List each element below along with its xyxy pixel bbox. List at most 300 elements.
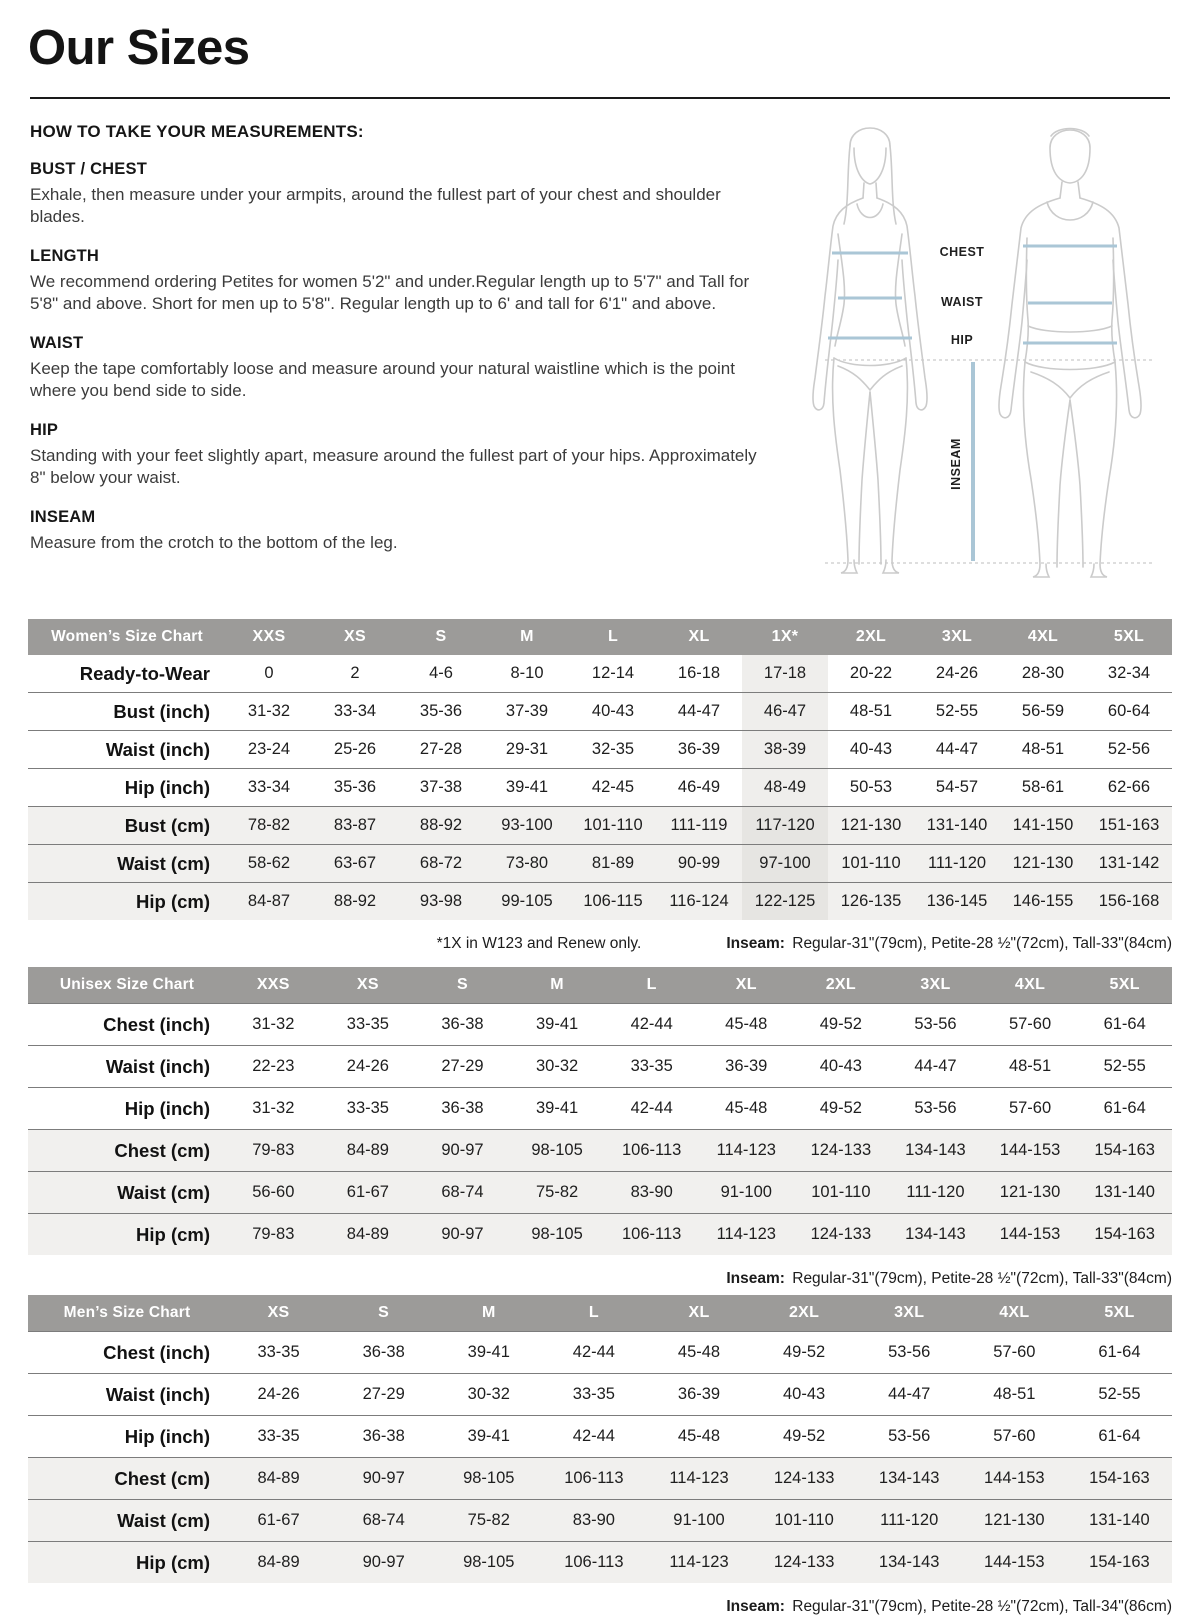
size-cell: 42-45: [570, 768, 656, 806]
row-label: Chest (inch): [28, 1331, 226, 1373]
size-cell: 121-130: [962, 1499, 1067, 1541]
size-cell: 4-6: [429, 664, 453, 682]
size-cell: 144-153: [962, 1541, 1067, 1583]
size-cell: 101-110: [570, 806, 656, 844]
table-row: [28, 692, 1172, 730]
size-cell: 81-89: [570, 844, 656, 882]
size-cell: 63-67: [312, 844, 398, 882]
size-cell: 111-119: [656, 806, 742, 844]
size-cell: 31-32: [226, 1003, 321, 1045]
column-header: 5XL: [1086, 619, 1172, 655]
size-cell: 121-130: [1000, 844, 1086, 882]
row-label: Waist (cm): [28, 844, 226, 882]
row-label: Ready-to-Wear: [79, 662, 210, 684]
inseam-note-label: Inseam:: [726, 1270, 785, 1287]
size-cell: 61-67: [321, 1171, 416, 1213]
column-header: XL: [699, 967, 794, 1003]
size-cell: 49-52: [752, 1415, 857, 1457]
size-cell: 24-26: [935, 664, 979, 682]
size-cell: 42-44: [541, 1415, 646, 1457]
column-header: M: [484, 619, 570, 655]
instruction-title: WAIST: [30, 333, 84, 352]
size-cell: 36-39: [646, 1373, 751, 1415]
column-header: S: [331, 1295, 436, 1331]
size-cell: 79-83: [226, 1129, 321, 1171]
size-cell: 124-133: [752, 1457, 857, 1499]
unisex-size-chart-section: [28, 967, 1172, 1288]
female-figure-icon: [813, 128, 927, 573]
size-cell: 114-123: [646, 1457, 751, 1499]
size-cell: 84-89: [226, 1541, 331, 1583]
size-cell: 111-120: [914, 844, 1000, 882]
instruction-title: BUST / CHEST: [30, 160, 147, 178]
column-header: XXS: [226, 967, 321, 1003]
size-cell: 146-155: [1000, 882, 1086, 920]
size-cell: 62-66: [1086, 768, 1172, 806]
size-cell: 31-32: [226, 692, 312, 730]
column-header: S: [398, 619, 484, 655]
instruction-text: We recommend ordering Petites for women 5'2" and under.Regular length up to 5'7" and Tall for 5'8" and above. Short for men up to 5'8". Regular length up to 6' and tall for 6'1" and above.: [30, 271, 750, 314]
table-row: [28, 1129, 1172, 1171]
column-header: XS: [312, 619, 398, 655]
size-cell: 68-74: [415, 1171, 510, 1213]
size-cell: 111-120: [857, 1499, 962, 1541]
size-cell: 156-168: [1086, 882, 1172, 920]
row-label: Hip (cm): [28, 882, 226, 920]
table-header-row: [28, 1295, 1172, 1331]
inseam-note: [726, 1598, 1172, 1616]
size-cell: 131-140: [1067, 1499, 1172, 1541]
size-cell: 32-35: [570, 730, 656, 768]
size-cell: 33-35: [541, 1373, 646, 1415]
size-cell: 30-32: [510, 1045, 605, 1087]
size-cell: 23-24: [226, 730, 312, 768]
table-row: [28, 1213, 1172, 1255]
size-cell: 33-34: [312, 692, 398, 730]
size-cell: 88-92: [398, 806, 484, 844]
instruction-title: HIP: [30, 420, 59, 439]
column-header: L: [570, 619, 656, 655]
size-cell: 49-52: [794, 1087, 889, 1129]
size-cell: 134-143: [888, 1213, 983, 1255]
measurement-diagram-illustration: [780, 112, 1180, 590]
measurement-instructions: [30, 122, 774, 554]
title-divider: [30, 97, 1170, 99]
size-cell: 114-123: [699, 1213, 794, 1255]
column-header: 2XL: [794, 967, 889, 1003]
size-cell: 33-34: [226, 768, 312, 806]
size-cell: 45-48: [699, 1087, 794, 1129]
row-label: Chest (inch): [28, 1003, 226, 1045]
size-cell: 106-113: [604, 1129, 699, 1171]
column-header: 4XL: [1000, 619, 1086, 655]
table-row: [28, 1457, 1172, 1499]
instruction-text: Measure from the crotch to the bottom of the leg.: [30, 532, 398, 552]
row-label: Waist (inch): [28, 730, 226, 768]
column-header: 3XL: [857, 1295, 962, 1331]
size-cell: 131-142: [1086, 844, 1172, 882]
instructions-heading: HOW TO TAKE YOUR MEASUREMENTS:: [30, 122, 364, 141]
size-cell: 37-39: [484, 692, 570, 730]
size-cell: 117-120: [742, 806, 828, 844]
row-label: Hip (inch): [28, 1415, 226, 1457]
size-cell: 49-52: [794, 1003, 889, 1045]
size-cell: 61-64: [1067, 1415, 1172, 1457]
size-cell: 2: [350, 664, 360, 682]
row-label: Waist (inch): [28, 1373, 226, 1415]
size-cell: 46-47: [742, 692, 828, 730]
size-cell: 75-82: [436, 1499, 541, 1541]
size-cell: 44-47: [857, 1373, 962, 1415]
size-cell: 36-38: [331, 1415, 436, 1457]
size-cell: 93-100: [484, 806, 570, 844]
size-cell: 56-59: [1000, 692, 1086, 730]
table-row: [28, 655, 1172, 692]
table-row: [28, 882, 1172, 920]
size-table-womens: [28, 619, 1172, 920]
size-cell: 121-130: [828, 806, 914, 844]
row-label: Chest (cm): [28, 1457, 226, 1499]
size-cell: 53-56: [888, 1087, 983, 1129]
size-table-mens: [28, 1295, 1172, 1583]
size-table-unisex: [28, 967, 1172, 1255]
size-cell: 36-39: [699, 1045, 794, 1087]
size-cell: 73-80: [484, 844, 570, 882]
mens-size-chart-section: [28, 1295, 1172, 1616]
size-cell: 144-153: [983, 1213, 1078, 1255]
size-cell: 46-49: [656, 768, 742, 806]
size-cell: 83-87: [312, 806, 398, 844]
table-row: [28, 1045, 1172, 1087]
size-cell: 48-49: [742, 768, 828, 806]
male-figure-icon: [999, 129, 1141, 578]
size-cell: 36-38: [331, 1331, 436, 1373]
size-cell: 33-35: [226, 1415, 331, 1457]
size-cell: 99-105: [484, 882, 570, 920]
size-cell: 39-41: [484, 768, 570, 806]
size-cell: 0: [264, 664, 274, 682]
column-header: 3XL: [888, 967, 983, 1003]
size-cell: 134-143: [888, 1129, 983, 1171]
size-cell: 42-44: [604, 1003, 699, 1045]
size-cell: 106-115: [570, 882, 656, 920]
hip-diagram-label: HIP: [950, 333, 974, 347]
inseam-note-label: Inseam:: [726, 1598, 785, 1615]
table-header-row: [28, 619, 1172, 655]
size-cell: 27-28: [398, 730, 484, 768]
size-cell: 31-32: [226, 1087, 321, 1129]
size-cell: 50-53: [828, 768, 914, 806]
size-cell: 144-153: [983, 1129, 1078, 1171]
column-header: XXS: [226, 619, 312, 655]
row-label: Hip (cm): [28, 1213, 226, 1255]
table-row: [28, 1331, 1172, 1373]
size-cell: 60-64: [1086, 692, 1172, 730]
size-cell: 48-51: [962, 1373, 1067, 1415]
size-cell: 84-89: [321, 1213, 416, 1255]
size-cell: 121-130: [983, 1171, 1078, 1213]
size-cell: 126-135: [828, 882, 914, 920]
table-footnotes: [28, 935, 1172, 953]
size-cell: 49-52: [752, 1331, 857, 1373]
size-cell: 54-57: [914, 768, 1000, 806]
size-cell: 27-29: [415, 1045, 510, 1087]
inseam-note: [726, 935, 1172, 953]
size-cell: 45-48: [699, 1003, 794, 1045]
size-cell: 83-90: [541, 1499, 646, 1541]
size-cell: 20-22: [849, 664, 893, 682]
size-cell: 8-10: [510, 664, 544, 682]
column-header: 2XL: [752, 1295, 857, 1331]
table-footnotes: [28, 1270, 1172, 1288]
size-cell: 27-29: [331, 1373, 436, 1415]
footnote-1x: *1X in W123 and Renew only.: [436, 935, 642, 952]
size-cell: 33-35: [321, 1087, 416, 1129]
size-cell: 36-38: [415, 1087, 510, 1129]
size-cell: 61-64: [1077, 1087, 1172, 1129]
size-cell: 52-55: [1067, 1373, 1172, 1415]
column-header: 4XL: [983, 967, 1078, 1003]
size-cell: 111-120: [888, 1171, 983, 1213]
size-cell: 93-98: [398, 882, 484, 920]
size-cell: 134-143: [857, 1457, 962, 1499]
size-cell: 90-97: [331, 1541, 436, 1583]
size-cell: 106-113: [541, 1541, 646, 1583]
size-cell: 48-51: [1000, 730, 1086, 768]
size-cell: 124-133: [794, 1213, 889, 1255]
page-title: Our Sizes: [28, 21, 250, 75]
size-cell: 58-62: [226, 844, 312, 882]
size-cell: 97-100: [742, 844, 828, 882]
instruction-text: Standing with your feet slightly apart, measure around the fullest part of your hips. Approximately 8" below your waist.: [30, 445, 757, 488]
size-cell: 68-74: [331, 1499, 436, 1541]
column-header: L: [541, 1295, 646, 1331]
instruction-title: LENGTH: [30, 246, 100, 265]
size-cell: 88-92: [312, 882, 398, 920]
row-label: Waist (inch): [28, 1045, 226, 1087]
row-label: Hip (inch): [28, 1087, 226, 1129]
size-cell: 52-55: [1077, 1045, 1172, 1087]
size-cell: 48-51: [983, 1045, 1078, 1087]
size-cell: 61-67: [226, 1499, 331, 1541]
size-cell: 44-47: [888, 1045, 983, 1087]
size-cell: 40-43: [828, 730, 914, 768]
size-cell: 114-123: [699, 1129, 794, 1171]
column-header: S: [415, 967, 510, 1003]
size-cell: 16-18: [677, 664, 721, 682]
size-cell: 57-60: [962, 1415, 1067, 1457]
row-label: Bust (inch): [28, 692, 226, 730]
size-cell: 35-36: [398, 692, 484, 730]
size-cell: 68-72: [398, 844, 484, 882]
column-header: XL: [656, 619, 742, 655]
table-row: [28, 1087, 1172, 1129]
size-cell: 39-41: [436, 1415, 541, 1457]
size-cell: 134-143: [857, 1541, 962, 1583]
size-cell: 40-43: [794, 1045, 889, 1087]
inseam-note-label: Inseam:: [726, 935, 785, 952]
size-cell: 38-39: [742, 730, 828, 768]
size-cell: 114-123: [646, 1541, 751, 1583]
size-cell: 36-39: [656, 730, 742, 768]
size-cell: 24-26: [226, 1373, 331, 1415]
size-cell: 124-133: [752, 1541, 857, 1583]
size-cell: 154-163: [1077, 1213, 1172, 1255]
instruction-text: Exhale, then measure under your armpits, around the fullest part of your chest and shoulder blades.: [30, 185, 721, 227]
table-row: [28, 1499, 1172, 1541]
size-cell: 39-41: [510, 1003, 605, 1045]
size-cell: 122-125: [742, 882, 828, 920]
size-cell: 154-163: [1067, 1457, 1172, 1499]
size-cell: 35-36: [312, 768, 398, 806]
column-header: 4XL: [962, 1295, 1067, 1331]
size-cell: 83-90: [604, 1171, 699, 1213]
size-cell: 57-60: [962, 1331, 1067, 1373]
inseam-note: [726, 1270, 1172, 1288]
table-row: [28, 1171, 1172, 1213]
size-cell: 144-153: [962, 1457, 1067, 1499]
size-cell: 90-97: [415, 1213, 510, 1255]
size-cell: 78-82: [226, 806, 312, 844]
instruction-title: INSEAM: [30, 507, 96, 526]
size-cell: 61-64: [1067, 1331, 1172, 1373]
table-row: [28, 1373, 1172, 1415]
instruction-section: [30, 421, 774, 490]
size-cell: 40-43: [752, 1373, 857, 1415]
size-cell: 141-150: [1000, 806, 1086, 844]
instruction-section: [30, 160, 774, 229]
size-cell: 44-47: [656, 692, 742, 730]
row-label: Bust (cm): [28, 806, 226, 844]
table-title: Men’s Size Chart: [28, 1295, 226, 1331]
size-cell: 53-56: [857, 1331, 962, 1373]
size-cell: 154-163: [1077, 1129, 1172, 1171]
table-row: [28, 844, 1172, 882]
size-cell: 39-41: [436, 1331, 541, 1373]
table-row: [28, 806, 1172, 844]
size-cell: 56-60: [226, 1171, 321, 1213]
table-row: [28, 1415, 1172, 1457]
size-cell: 84-89: [226, 1457, 331, 1499]
size-cell: 151-163: [1086, 806, 1172, 844]
size-cell: 45-48: [646, 1415, 751, 1457]
waist-diagram-label: WAIST: [940, 295, 984, 309]
size-cell: 52-55: [914, 692, 1000, 730]
size-cell: 37-38: [398, 768, 484, 806]
column-header: 5XL: [1067, 1295, 1172, 1331]
table-row: [28, 1541, 1172, 1583]
column-header: XS: [321, 967, 416, 1003]
size-cell: 29-31: [484, 730, 570, 768]
size-cell: 40-43: [570, 692, 656, 730]
instruction-sections: [30, 160, 774, 554]
size-cell: 91-100: [646, 1499, 751, 1541]
row-label: Waist (cm): [28, 1499, 226, 1541]
column-header: 5XL: [1077, 967, 1172, 1003]
size-cell: 90-99: [656, 844, 742, 882]
table-row: [28, 768, 1172, 806]
size-cell: 30-32: [436, 1373, 541, 1415]
size-cell: 53-56: [857, 1415, 962, 1457]
size-cell: 101-110: [752, 1499, 857, 1541]
size-cell: 61-64: [1077, 1003, 1172, 1045]
size-cell: 90-97: [331, 1457, 436, 1499]
size-cell: 28-30: [1021, 664, 1065, 682]
size-cell: 22-23: [226, 1045, 321, 1087]
size-cell: 91-100: [699, 1171, 794, 1213]
size-cell: 131-140: [914, 806, 1000, 844]
instruction-text: Keep the tape comfortably loose and measure around your natural waistline which is the point where you bend side to side.: [30, 358, 735, 401]
size-cell: 42-44: [604, 1087, 699, 1129]
table-footnotes: [28, 1598, 1172, 1616]
size-cell: 101-110: [794, 1171, 889, 1213]
instruction-section: [30, 508, 774, 554]
size-cell: 52-56: [1086, 730, 1172, 768]
table-row: [28, 1003, 1172, 1045]
column-header: XL: [646, 1295, 751, 1331]
inseam-diagram-label: INSEAM: [949, 438, 963, 490]
size-cell: 24-26: [321, 1045, 416, 1087]
size-cell: 84-87: [226, 882, 312, 920]
size-cell: 90-97: [415, 1129, 510, 1171]
size-cell: 101-110: [828, 844, 914, 882]
measurement-diagram: [780, 112, 1180, 590]
womens-size-chart-section: [28, 619, 1172, 953]
inseam-note-text: Regular-31"(79cm), Petite-28 ½"(72cm), Tall-33"(84cm): [787, 1270, 1172, 1287]
size-cell: 48-51: [828, 692, 914, 730]
column-header: M: [510, 967, 605, 1003]
size-cell: 57-60: [983, 1087, 1078, 1129]
row-label: Hip (inch): [28, 768, 226, 806]
size-cell: 58-61: [1000, 768, 1086, 806]
size-cell: 79-83: [226, 1213, 321, 1255]
column-header: 3XL: [914, 619, 1000, 655]
row-label: Waist (cm): [28, 1171, 226, 1213]
size-cell: 33-35: [226, 1331, 331, 1373]
size-cell: 25-26: [312, 730, 398, 768]
size-cell: 98-105: [436, 1541, 541, 1583]
table-title: Unisex Size Chart: [28, 967, 226, 1003]
size-cell: 124-133: [794, 1129, 889, 1171]
table-title: Women’s Size Chart: [28, 619, 226, 655]
size-cell: 45-48: [646, 1331, 751, 1373]
chest-diagram-label: CHEST: [939, 245, 985, 259]
size-cell: 98-105: [436, 1457, 541, 1499]
size-cell: 98-105: [510, 1213, 605, 1255]
column-header: XS: [226, 1295, 331, 1331]
column-header: L: [604, 967, 699, 1003]
size-cell: 39-41: [510, 1087, 605, 1129]
instruction-section: [30, 247, 774, 316]
table-header-row: [28, 967, 1172, 1003]
inseam-note-text: Regular-31"(79cm), Petite-28 ½"(72cm), Tall-33"(84cm): [787, 935, 1172, 952]
size-cell: 57-60: [983, 1003, 1078, 1045]
size-cell: 44-47: [914, 730, 1000, 768]
size-cell: 33-35: [604, 1045, 699, 1087]
row-label: Chest (cm): [28, 1129, 226, 1171]
row-label: Hip (cm): [28, 1541, 226, 1583]
size-cell: 33-35: [321, 1003, 416, 1045]
column-header: 2XL: [828, 619, 914, 655]
size-cell: 12-14: [591, 664, 635, 682]
size-cell: 75-82: [510, 1171, 605, 1213]
column-header: 1X*: [742, 619, 828, 655]
size-cell: 106-113: [604, 1213, 699, 1255]
size-cell: 42-44: [541, 1331, 646, 1373]
size-cell: 106-113: [541, 1457, 646, 1499]
size-cell: 154-163: [1067, 1541, 1172, 1583]
inseam-note-text: Regular-31"(79cm), Petite-28 ½"(72cm), Tall-34"(86cm): [787, 1598, 1172, 1615]
